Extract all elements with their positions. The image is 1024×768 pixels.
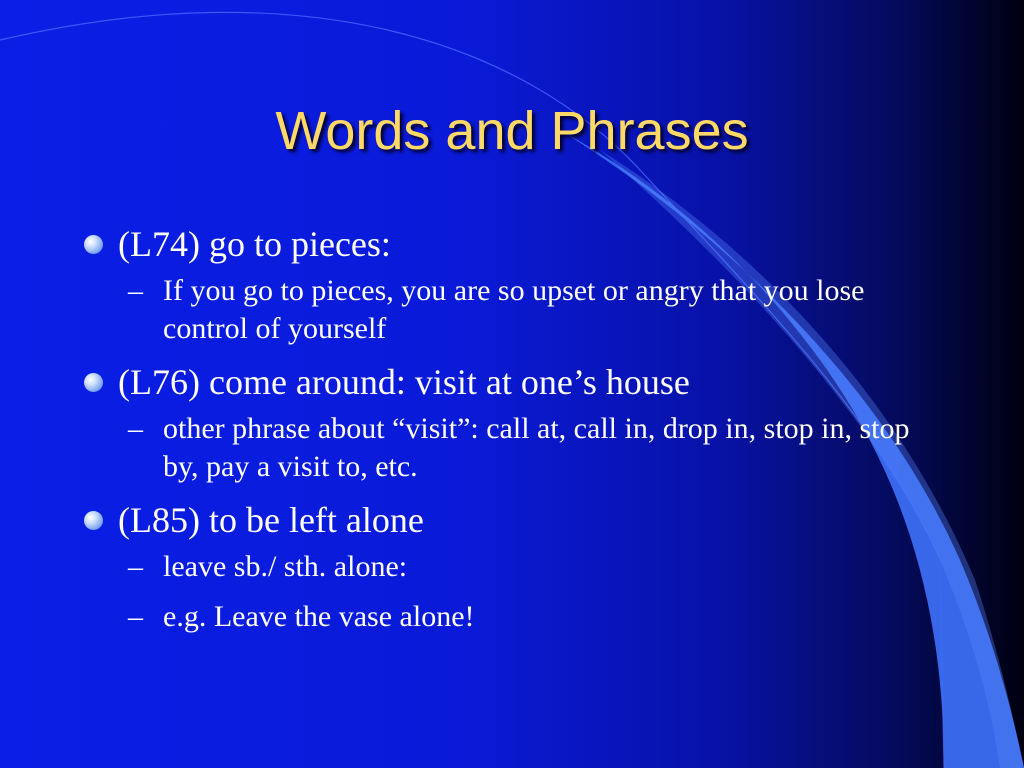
dash-marker: – xyxy=(128,600,143,633)
sub-bullet-text: e.g. Leave the vase alone! xyxy=(163,600,475,633)
sub-bullet-list xyxy=(118,272,942,348)
bullet-item xyxy=(82,222,942,348)
bullet-list xyxy=(82,222,942,648)
dash-marker: – xyxy=(128,550,143,583)
bullet-dot-icon xyxy=(84,511,103,530)
sub-bullet-text: other phrase about “visit”: call at, call in, drop in, stop in, stop by, pay a visit to, etc. xyxy=(163,412,910,483)
bullet-dot-icon xyxy=(84,235,103,254)
sub-bullet-item xyxy=(118,272,942,348)
bullet-item xyxy=(82,498,942,636)
bullet-dot-icon xyxy=(84,373,103,392)
bullet-text: (L74) go to pieces: xyxy=(118,224,391,264)
sub-bullet-list xyxy=(118,410,942,486)
sub-bullet-text: If you go to pieces, you are so upset or angry that you lose control of yourself xyxy=(163,274,865,345)
dash-marker: – xyxy=(128,274,143,307)
dash-marker: – xyxy=(128,412,143,445)
sub-bullet-item xyxy=(118,548,942,586)
sub-bullet-text: leave sb./ sth. alone: xyxy=(163,550,408,583)
sub-bullet-item xyxy=(118,410,942,486)
sub-bullet-item xyxy=(118,598,942,636)
bullet-text: (L76) come around: visit at one’s house xyxy=(118,362,690,402)
slide-title: Words and Phrases xyxy=(275,101,749,161)
bullet-item xyxy=(82,360,942,486)
bullet-text: (L85) to be left alone xyxy=(118,500,424,540)
sub-bullet-list xyxy=(118,548,942,636)
